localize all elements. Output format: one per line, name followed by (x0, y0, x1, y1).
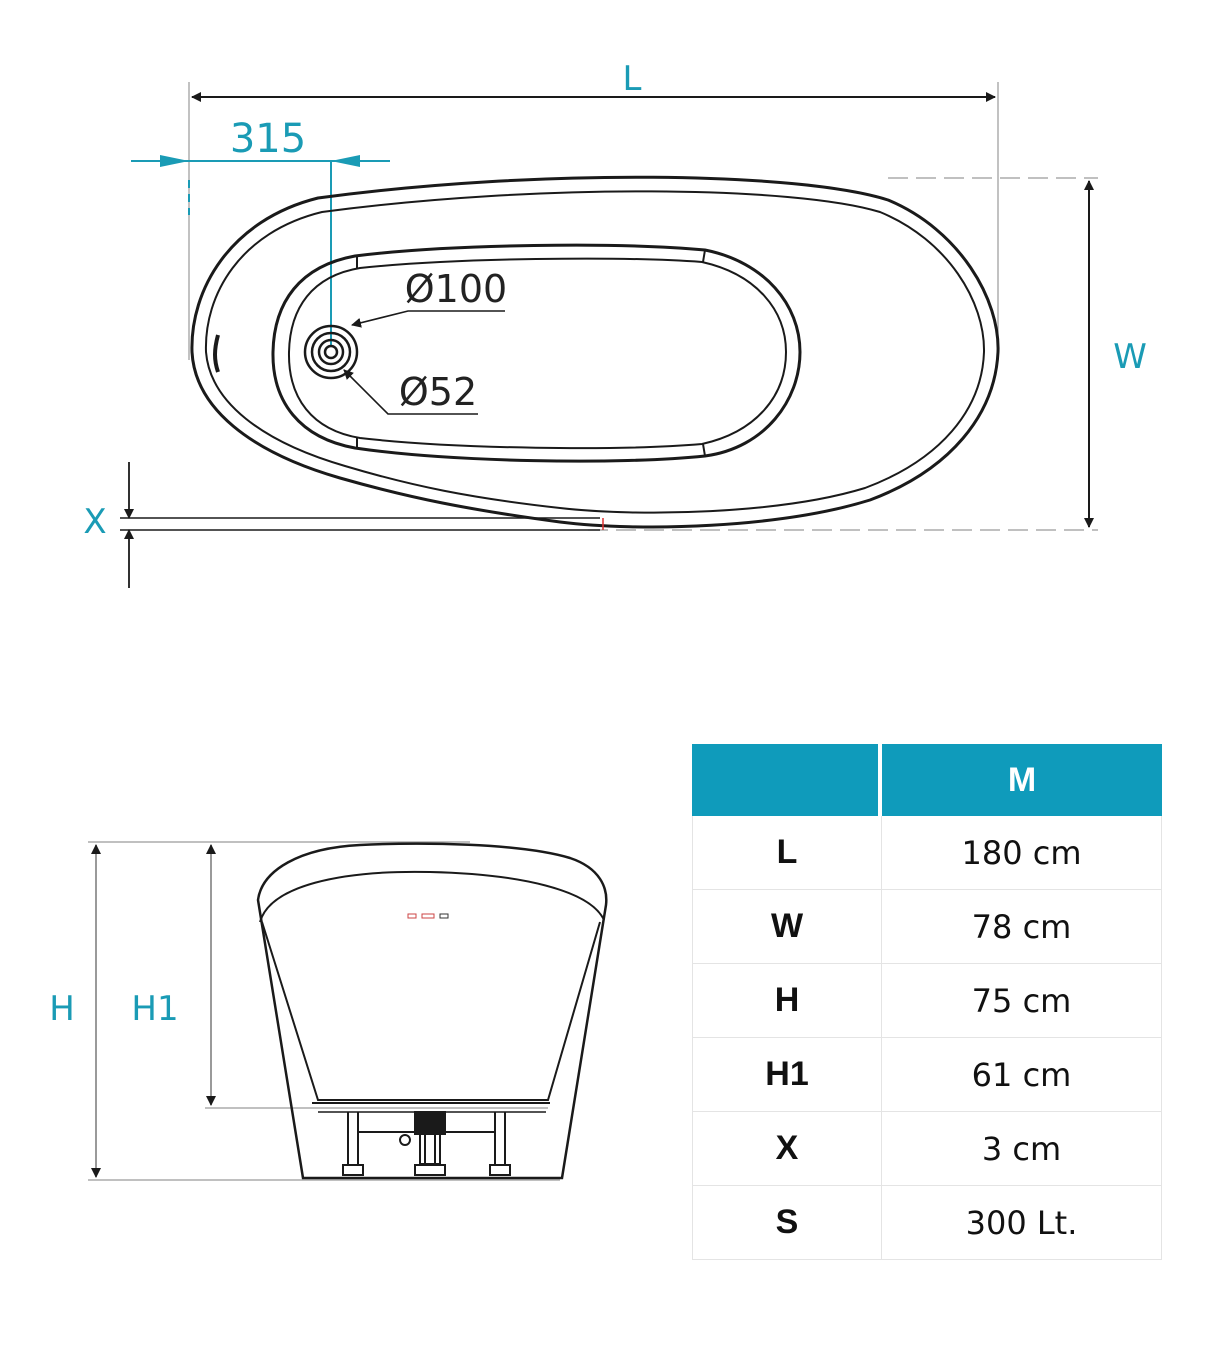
table-row-key: H1 (692, 1038, 882, 1112)
basin-outer (273, 245, 800, 461)
spec-table (692, 744, 1162, 1260)
table-row (692, 816, 1162, 890)
legs-assembly (343, 1112, 510, 1175)
table-row-key: H (692, 964, 882, 1038)
drain-icon (305, 326, 357, 378)
inner-height-label: H1 (131, 989, 179, 1029)
overflow-diameter-leader (352, 311, 505, 325)
tub-inner-rim (206, 191, 984, 512)
length-label: L (622, 59, 642, 99)
height-label: H (49, 989, 75, 1029)
table-row (692, 964, 1162, 1038)
basin-inner (289, 259, 786, 448)
table-row-key: L (692, 816, 882, 890)
table-row-value: 300 Lt. (882, 1186, 1162, 1260)
top-view (83, 59, 1146, 588)
table-row-key: X (692, 1112, 882, 1186)
width-label: W (1113, 337, 1147, 377)
table-header-row (692, 744, 1162, 816)
table-row-value: 3 cm (882, 1112, 1162, 1186)
table-row (692, 1112, 1162, 1186)
table-row-key: S (692, 1186, 882, 1260)
table-row (692, 1186, 1162, 1260)
offset-label: X (83, 502, 107, 542)
table-row-value: 78 cm (882, 890, 1162, 964)
side-view (49, 842, 606, 1180)
drain-offset-label: 315 (229, 116, 307, 162)
table-row-key: W (692, 890, 882, 964)
drain-diameter-label: Ø52 (398, 370, 478, 414)
table-row-value: 180 cm (882, 816, 1162, 890)
table-header-model: M (882, 744, 1162, 816)
table-header-blank (692, 744, 882, 816)
table-row-value: 75 cm (882, 964, 1162, 1038)
table-row (692, 1038, 1162, 1112)
table-row-value: 61 cm (882, 1038, 1162, 1112)
overflow-diameter-label: Ø100 (404, 267, 508, 311)
overflow-slot (215, 335, 218, 372)
table-row (692, 890, 1162, 964)
